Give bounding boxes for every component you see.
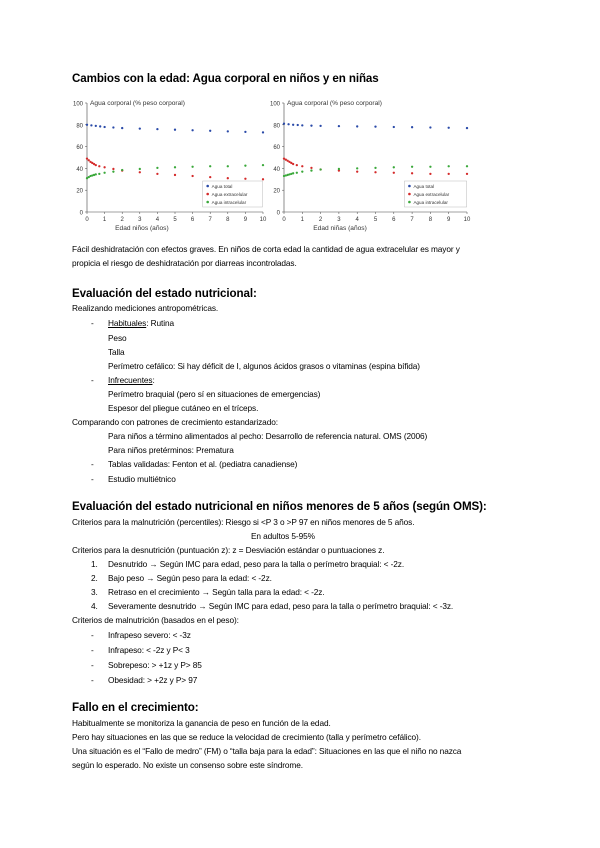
legend-entry: Agua intracelular: [413, 200, 448, 205]
x-tick-label: 9: [243, 217, 248, 223]
legend-marker: [408, 193, 411, 196]
paragraph-line: Pero hay situaciones en las que se reduce la velocidad de crecimiento (talla y perímetro cefálico).: [72, 732, 421, 742]
x-tick-label: 1: [300, 217, 304, 223]
bullet: -: [91, 630, 94, 640]
data-point: [139, 168, 141, 170]
data-point: [156, 167, 158, 169]
data-point: [429, 126, 431, 128]
data-point: [244, 178, 246, 180]
chart-title: Agua corporal (% peso corporal): [287, 100, 382, 107]
criterios-peso: Criterios de malnutrición (basados en el peso):: [72, 615, 239, 625]
list-item: Desnutrido → Según IMC para edad, peso para la talla o perímetro braquial: < -2z.: [108, 559, 405, 569]
data-point: [374, 126, 376, 128]
data-point: [86, 124, 88, 126]
data-point: [244, 165, 246, 167]
data-point: [103, 126, 105, 128]
y-tick-label: 0: [276, 210, 280, 217]
list-item: Estudio multiétnico: [108, 474, 176, 484]
bullet: -: [91, 645, 94, 655]
data-point: [121, 169, 123, 171]
data-point: [112, 171, 114, 173]
bullet: -: [91, 660, 94, 670]
data-point: [301, 165, 303, 167]
chart-title: Agua corporal (% peso corporal): [90, 100, 185, 107]
list-item: Espesor del pliegue cutáneo en el tríceps.: [108, 403, 259, 413]
paragraph-line: Fácil deshidratación con efectos graves. En niños de corta edad la cantidad de agua extracelular es mayor y: [72, 244, 460, 254]
data-point: [338, 125, 340, 127]
data-point: [209, 176, 211, 178]
section-title-fallo: Fallo en el crecimiento:: [72, 701, 199, 714]
x-tick-label: 4: [355, 217, 359, 223]
data-point: [88, 159, 90, 161]
legend-marker: [408, 185, 411, 188]
criterios-desnutricion: Criterios para la desnutrición (puntuación z): z = Desviación estándar o puntuaciones z.: [72, 545, 385, 555]
data-point: [139, 171, 141, 173]
x-tick-label: 0: [282, 217, 286, 223]
data-point: [174, 129, 176, 131]
x-tick-label: 3: [138, 217, 142, 223]
charts-container: [62, 91, 482, 241]
paragraph-line: propicia el riesgo de deshidratación por diarreas incontroladas.: [72, 258, 297, 268]
comparando-text: Comparando con patrones de crecimiento estandarizado:: [72, 417, 278, 427]
legend-marker: [206, 185, 209, 188]
legend-marker: [408, 201, 411, 204]
data-point: [292, 124, 294, 126]
data-point: [262, 178, 264, 180]
paragraph-line: según lo esperado. No existe un consenso sobre este síndrome.: [72, 760, 303, 770]
list-item: Peso: [108, 333, 127, 343]
data-point: [98, 173, 100, 175]
y-tick-label: 0: [79, 210, 83, 217]
bullet: -: [91, 375, 94, 385]
bullet: -: [91, 675, 94, 685]
data-point: [338, 168, 340, 170]
list-item: Para niños a término alimentados al pecho: Desarrollo de referencia natural. OMS (2006): [108, 431, 428, 441]
data-point: [262, 131, 264, 133]
intro-text: Realizando mediciones antropométricas.: [72, 303, 219, 313]
x-tick-label: 5: [373, 217, 378, 223]
list-item: Perímetro cefálico: Si hay déficit de I, algunos ácidos grasos o vitaminas (espina bífida): [108, 361, 420, 371]
data-point: [292, 172, 294, 174]
data-point: [95, 164, 97, 166]
section-title-agua-corporal: Cambios con la edad: Agua corporal en niños y en niñas: [72, 72, 379, 85]
data-point: [393, 172, 395, 174]
y-tick-label: 80: [273, 123, 280, 130]
x-tick-label: 1: [102, 217, 107, 223]
legend-entry: Agua extracelular: [211, 192, 248, 197]
bullet: -: [91, 459, 94, 469]
infrecuentes-suffix: :: [152, 375, 155, 385]
data-point: [310, 169, 312, 171]
data-point: [262, 164, 264, 166]
y-tick-label: 60: [76, 145, 83, 152]
x-tick-label: 7: [410, 217, 414, 223]
data-point: [466, 173, 468, 175]
data-point: [448, 173, 450, 175]
list-item: Sobrepeso: > +1z y P> 85: [108, 660, 202, 670]
data-point: [411, 126, 413, 128]
data-point: [374, 167, 376, 169]
data-point: [103, 166, 105, 168]
data-point: [466, 165, 468, 167]
list-number: 1.: [91, 559, 98, 569]
data-point: [191, 175, 193, 177]
x-tick-label: 9: [447, 217, 451, 223]
list-item: Para niños pretérminos: Prematura: [108, 445, 234, 455]
y-tick-label: 20: [76, 188, 83, 195]
section-title-oms: Evaluación del estado nutricional en niños menores de 5 años (según OMS):: [72, 500, 487, 513]
x-axis-label: Edad niños (años): [115, 225, 169, 232]
list-item: Retraso en el crecimiento → Según talla para la edad: < -2z.: [108, 587, 325, 597]
list-item: Obesidad: > +2z y P> 97: [108, 675, 198, 685]
data-point: [86, 157, 88, 159]
data-point: [227, 177, 229, 179]
data-point: [310, 125, 312, 127]
data-point: [139, 127, 141, 129]
data-point: [429, 173, 431, 175]
y-tick-label: 20: [273, 188, 280, 195]
data-point: [98, 165, 100, 167]
legend-entry: Agua intracelular: [211, 200, 247, 205]
data-point: [356, 167, 358, 169]
list-item: Perímetro braquial (pero sí en situaciones de emergencias): [108, 389, 321, 399]
data-point: [287, 123, 289, 125]
bullet: -: [91, 474, 94, 484]
data-point: [103, 172, 105, 174]
list-number: 3.: [91, 587, 98, 597]
y-tick-label: 80: [76, 123, 83, 130]
list-item: Tablas validadas: Fenton et al. (pediatra canadiense): [108, 459, 298, 469]
data-point: [112, 126, 114, 128]
legend-marker: [206, 193, 209, 196]
legend-entry: Agua total: [413, 184, 435, 189]
data-point: [90, 124, 92, 126]
data-point: [297, 124, 299, 126]
x-tick-label: 5: [173, 217, 177, 223]
x-axis-label: Edad niñas (años): [313, 225, 367, 232]
paragraph-line: Una situación es el “Fallo de medro” (FM) o “talla baja para la edad”: Situaciones en las que el niño no nazca: [72, 746, 462, 756]
infrecuentes-line: [108, 375, 155, 386]
data-point: [283, 123, 285, 125]
list-number: 4.: [91, 601, 98, 611]
x-tick-label: 0: [85, 217, 89, 223]
x-tick-label: 8: [428, 217, 433, 223]
data-point: [429, 166, 431, 168]
data-point: [156, 128, 158, 130]
habituales-suffix: : Rutina: [146, 318, 175, 328]
data-point: [466, 127, 468, 129]
x-tick-label: 4: [155, 217, 160, 223]
habituales-line: [108, 318, 174, 329]
data-point: [174, 166, 176, 168]
x-tick-label: 6: [392, 217, 396, 223]
adultos-text: En adultos 5-95%: [251, 531, 315, 541]
infrecuentes-label: Infrecuentes: [108, 375, 153, 385]
data-point: [411, 172, 413, 174]
data-point: [393, 126, 395, 128]
data-point: [95, 125, 97, 127]
data-point: [174, 174, 176, 176]
data-point: [393, 166, 395, 168]
data-point: [411, 166, 413, 168]
list-item: Infrapeso severo: < -3z: [108, 630, 191, 640]
data-point: [448, 127, 450, 129]
x-tick-label: 2: [120, 217, 124, 223]
x-tick-label: 3: [337, 217, 341, 223]
legend-marker: [206, 201, 209, 204]
section-title-evaluacion: Evaluación del estado nutricional:: [72, 287, 257, 300]
data-point: [227, 130, 229, 132]
y-tick-label: 40: [273, 166, 280, 173]
list-number: 2.: [91, 573, 98, 583]
data-point: [112, 168, 114, 170]
list-item: Talla: [108, 347, 125, 357]
body-water-charts: [62, 91, 482, 241]
data-point: [209, 165, 211, 167]
legend-entry: Agua total: [211, 184, 233, 189]
bullet: -: [91, 318, 94, 328]
x-tick-label: 10: [463, 217, 471, 223]
y-tick-label: 100: [72, 101, 83, 108]
criterios-malnutricion: Criterios para la malnutrición (percentiles): Riesgo si <P 3 o >P 97 en niños menores de 5 años.: [72, 517, 415, 527]
data-point: [310, 167, 312, 169]
legend-entry: Agua extracelular: [413, 192, 450, 197]
data-point: [191, 166, 193, 168]
x-tick-label: 2: [318, 217, 323, 223]
data-point: [374, 171, 376, 173]
list-item: Infrapeso: < -2z y P< 3: [108, 645, 190, 655]
data-point: [356, 125, 358, 127]
y-tick-label: 100: [269, 101, 280, 108]
list-item: Severamente desnutrido → Según IMC para edad, peso para la talla o perímetro braquial: < -3z.: [108, 601, 454, 611]
data-point: [99, 125, 101, 127]
data-point: [244, 131, 246, 133]
data-point: [121, 127, 123, 129]
list-item: Bajo peso → Según peso para la edad: < -2z.: [108, 573, 272, 583]
data-point: [319, 125, 321, 127]
data-point: [296, 164, 298, 166]
data-point: [301, 171, 303, 173]
x-tick-label: 8: [226, 217, 230, 223]
data-point: [296, 172, 298, 174]
data-point: [301, 124, 303, 126]
x-tick-label: 7: [208, 217, 212, 223]
data-point: [356, 171, 358, 173]
y-tick-label: 60: [273, 145, 280, 152]
data-point: [227, 165, 229, 167]
data-point: [156, 173, 158, 175]
data-point: [95, 173, 97, 175]
y-tick-label: 40: [76, 166, 83, 173]
paragraph-line: Habitualmente se monitoriza la ganancia de peso en función de la edad.: [72, 718, 331, 728]
data-point: [191, 129, 193, 131]
data-point: [292, 163, 294, 165]
data-point: [448, 165, 450, 167]
data-point: [319, 168, 321, 170]
data-point: [209, 130, 211, 132]
habituales-label: Habituales: [108, 318, 147, 328]
x-tick-label: 10: [259, 217, 267, 223]
x-tick-label: 6: [190, 217, 195, 223]
